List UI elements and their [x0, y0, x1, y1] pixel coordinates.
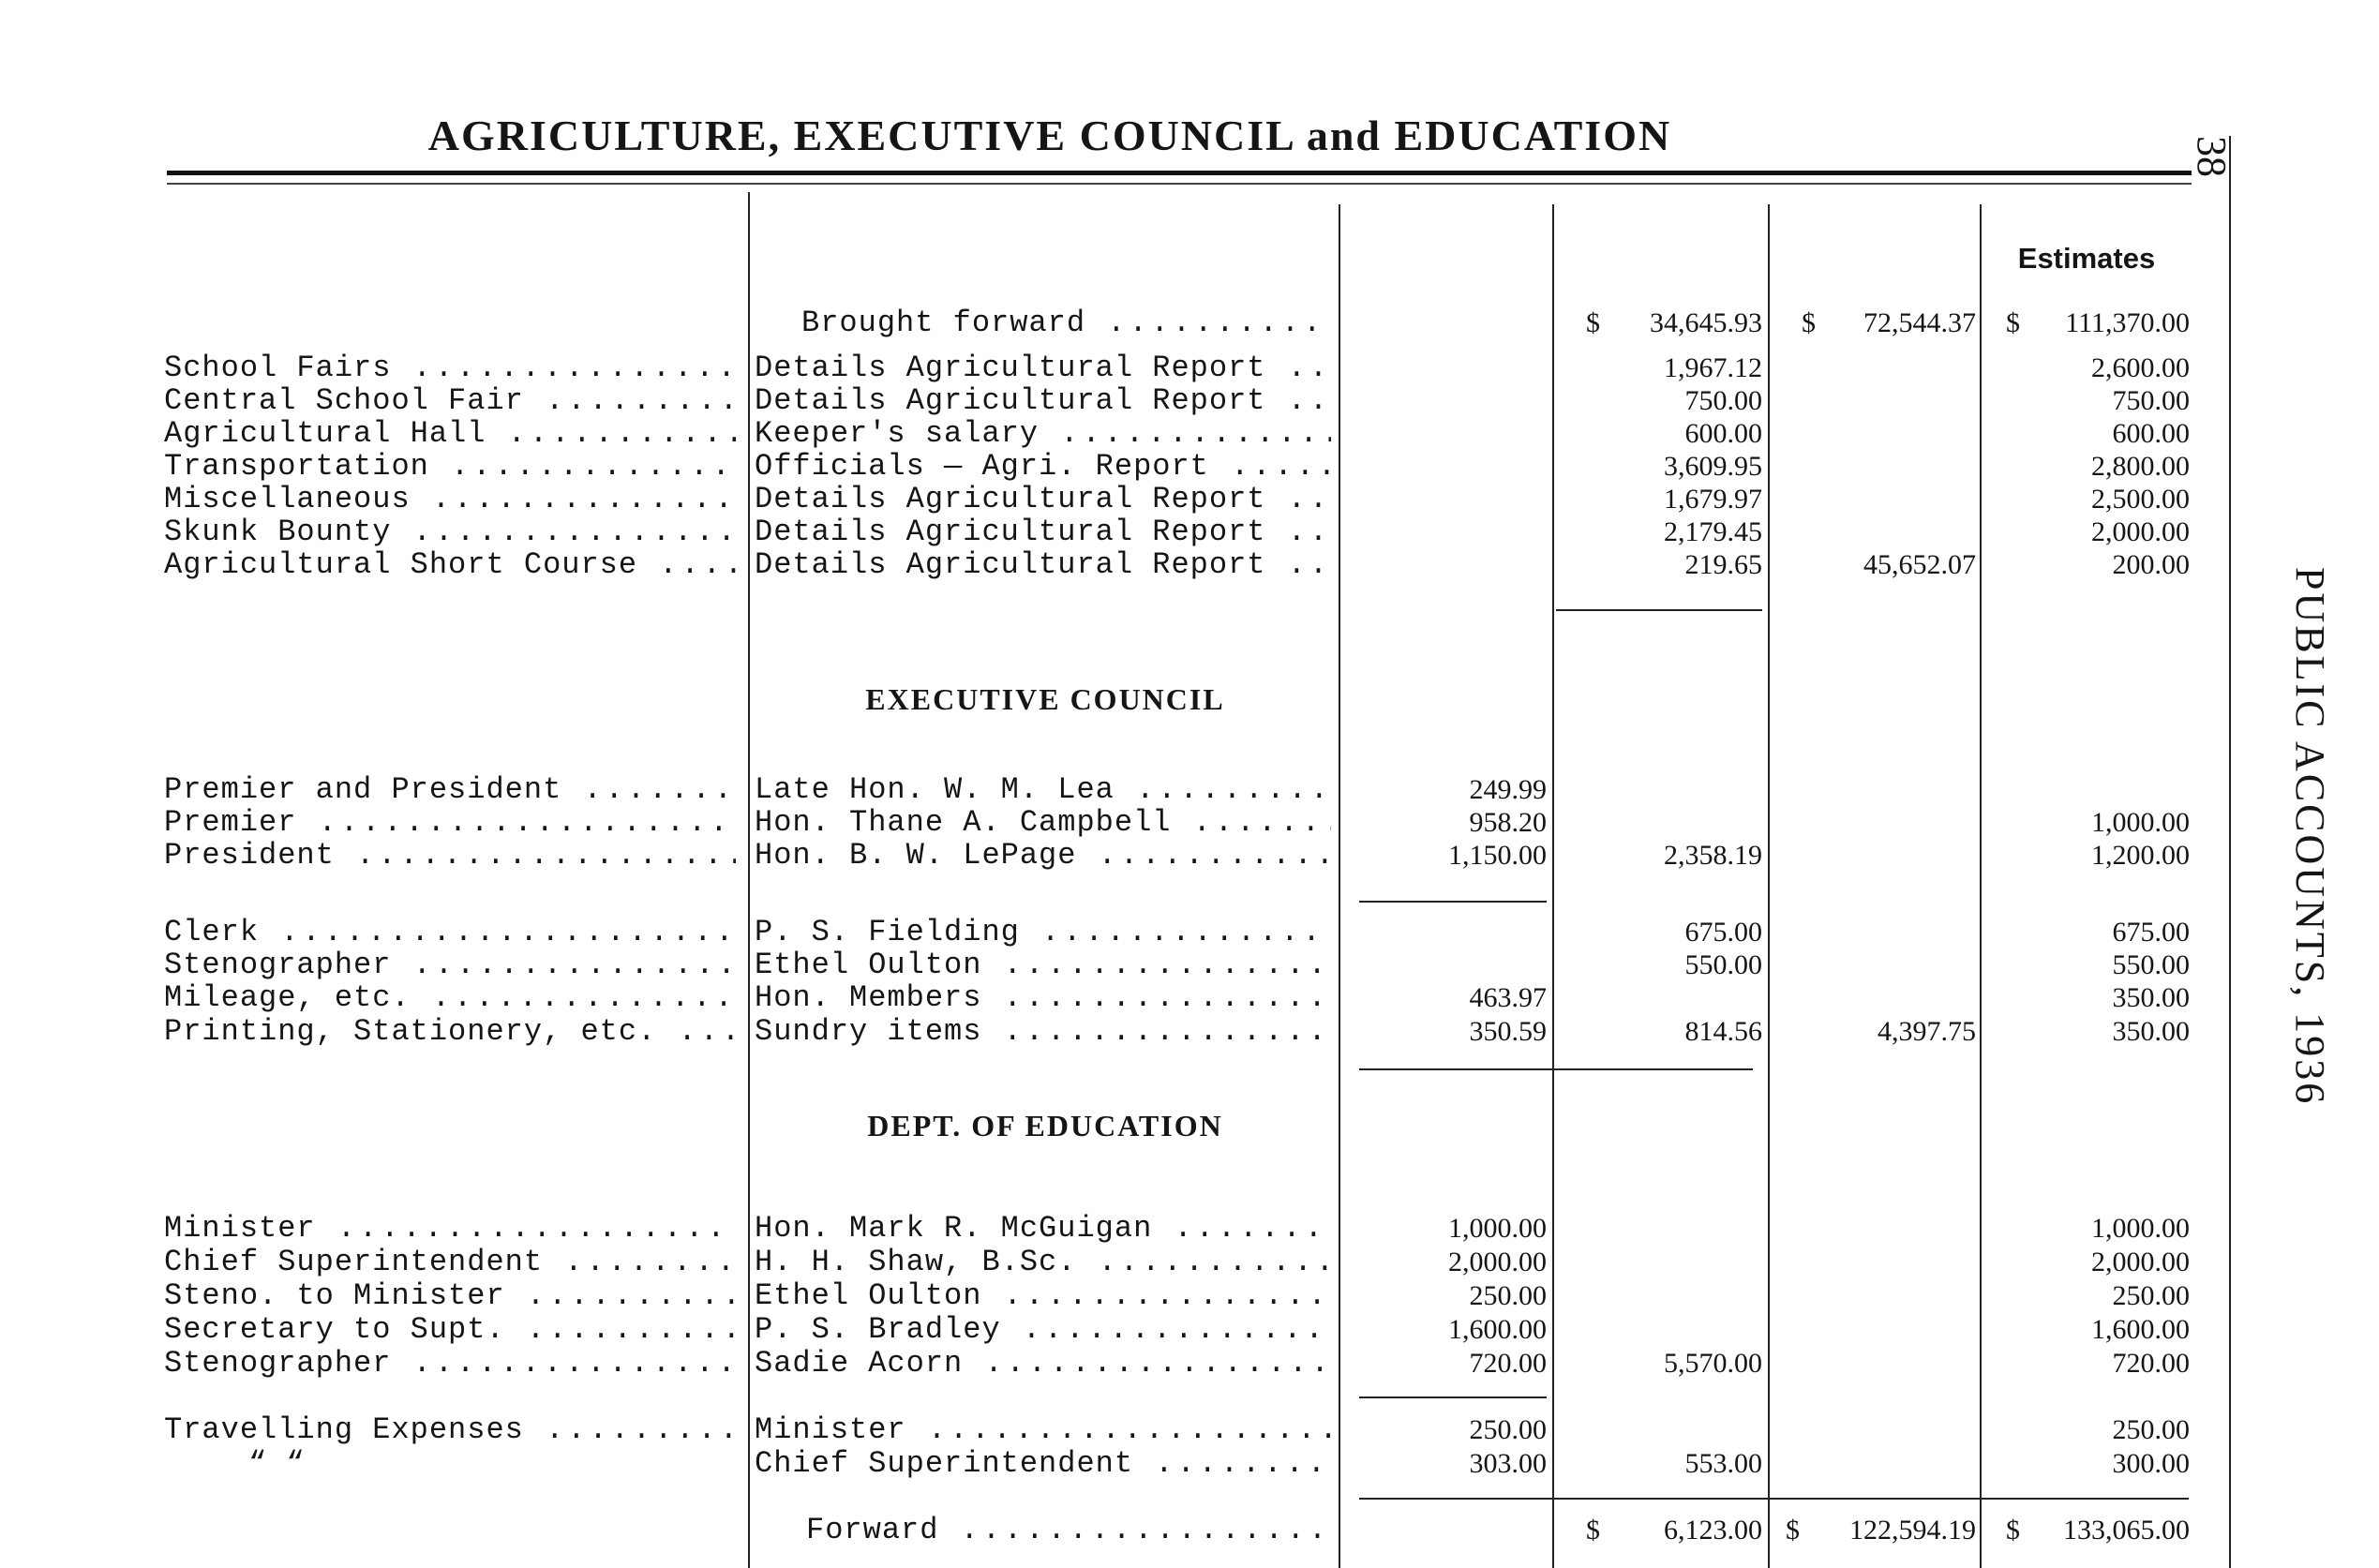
subtotal-rule: [1359, 1498, 2189, 1500]
amount-c2: 3,609.95: [1664, 451, 1762, 482]
item-label: Miscellaneous .....: [164, 483, 736, 516]
amount-estimate: 1,000.00: [2091, 807, 2190, 838]
amount-estimate: 1,000.00: [2091, 1213, 2190, 1244]
header-rule-thin: [167, 183, 2192, 185]
amount-c1: 1,600.00: [1448, 1314, 1547, 1345]
detail-label: Minister .....: [755, 1413, 1331, 1447]
item-label: Mileage, etc. .....: [164, 981, 736, 1015]
amount-c2: 750.00: [1684, 385, 1762, 416]
item-label: Stenographer .....: [164, 948, 736, 982]
amount-c1: 250.00: [1469, 1414, 1547, 1445]
detail-label: Details Agricultural Report .....: [755, 384, 1331, 418]
amount-estimate: 350.00: [2112, 982, 2190, 1013]
brought-forward-c3: 72,544.37: [1863, 307, 1976, 338]
forward-label: Forward .....: [755, 1514, 1331, 1547]
page-title: AGRICULTURE, EXECUTIVE COUNCIL and EDUCATION: [427, 112, 1672, 159]
brought-forward-label: Brought forward .....: [755, 306, 1331, 340]
amount-c3: 45,652.07: [1863, 549, 1976, 580]
amount-c1: 1,000.00: [1448, 1213, 1547, 1244]
table-row: [0, 1212, 2231, 1246]
amount-c2: 5,570.00: [1664, 1348, 1762, 1379]
dollar-sign: $: [1802, 307, 1816, 338]
amount-c2: 675.00: [1684, 917, 1762, 948]
item-label: Skunk Bounty .....: [164, 515, 736, 549]
amount-estimate: 2,600.00: [2091, 352, 2190, 383]
amount-estimate: 2,000.00: [2091, 516, 2190, 547]
detail-label: Sadie Acorn .....: [755, 1347, 1331, 1381]
detail-label: P. S. Bradley .....: [755, 1313, 1331, 1347]
forward-row: [0, 1514, 2231, 1547]
amount-estimate: 675.00: [2112, 917, 2190, 948]
item-label: Steno. to Minister .....: [164, 1279, 736, 1313]
table-row: [0, 483, 2231, 516]
item-label: School Fairs .....: [164, 351, 736, 385]
forward-c4: 133,065.00: [2063, 1515, 2190, 1546]
amount-c2: 2,358.19: [1664, 840, 1762, 871]
amount-estimate: 2,000.00: [2091, 1247, 2190, 1277]
amount-c1: 720.00: [1469, 1348, 1547, 1379]
table-row: [0, 1015, 2231, 1049]
table-row: [0, 515, 2231, 549]
item-label: Transportation .....: [164, 450, 736, 484]
item-label: Travelling Expenses .....: [164, 1413, 736, 1447]
amount-c1: 1,150.00: [1448, 840, 1547, 871]
detail-label: Ethel Oulton .....: [755, 1279, 1331, 1313]
detail-label: Hon. Thane A. Campbell .....: [755, 806, 1331, 840]
detail-label: Late Hon. W. M. Lea .....: [755, 773, 1331, 807]
item-label: Stenographer .....: [164, 1347, 736, 1381]
amount-estimate: 250.00: [2112, 1414, 2190, 1445]
table-row: [0, 417, 2231, 451]
table-row: [0, 1313, 2231, 1347]
subtotal-rule: [1359, 1396, 1547, 1398]
detail-label: Hon. B. W. LePage .....: [755, 839, 1331, 873]
amount-estimate: 200.00: [2112, 549, 2190, 580]
detail-label: Ethel Oulton .....: [755, 948, 1331, 982]
table-row: [0, 450, 2231, 484]
estimates-heading: Estimates: [2017, 242, 2156, 275]
amount-estimate: 720.00: [2112, 1348, 2190, 1379]
brought-forward-c2: 34,645.93: [1650, 307, 1762, 338]
amount-c2: 219.65: [1684, 549, 1762, 580]
amount-estimate: 600.00: [2112, 418, 2190, 449]
item-label: Printing, Stationery, etc. .....: [164, 1015, 736, 1049]
table-row: [0, 839, 2231, 873]
table-row: [0, 1347, 2231, 1381]
detail-label: Details Agricultural Report .....: [755, 483, 1331, 516]
detail-label: Chief Superintendent .....: [755, 1447, 1331, 1481]
dollar-sign: $: [1786, 1515, 1800, 1546]
item-label: Agricultural Short Course .....: [164, 548, 736, 582]
subtotal-rule: [1359, 1068, 1753, 1070]
amount-c1: 250.00: [1469, 1280, 1547, 1311]
table-row: [0, 1447, 2231, 1481]
item-label: Chief Superintendent .....: [164, 1246, 736, 1279]
table-row: [0, 916, 2231, 949]
table-row: [0, 548, 2231, 582]
amount-c2: 2,179.45: [1664, 516, 1762, 547]
amount-estimate: 250.00: [2112, 1280, 2190, 1311]
table-row: [0, 1279, 2231, 1313]
dollar-sign: $: [1586, 1515, 1600, 1546]
detail-label: Officials — Agri. Report .....: [755, 450, 1331, 484]
amount-c1: 350.59: [1469, 1016, 1547, 1047]
table-row: [0, 981, 2231, 1015]
amount-c3: 4,397.75: [1878, 1016, 1976, 1047]
ditto-marks: “ “: [248, 1447, 306, 1481]
table-row: [0, 351, 2231, 385]
item-label: Minister .....: [164, 1212, 736, 1246]
amount-c1: 2,000.00: [1448, 1247, 1547, 1277]
amount-c2: 1,967.12: [1664, 352, 1762, 383]
subtotal-rule: [1556, 609, 1762, 611]
running-head: PUBLIC ACCOUNTS, 1936: [2287, 567, 2333, 1107]
item-label: Central School Fair .....: [164, 384, 736, 418]
item-label: President .....: [164, 839, 736, 873]
amount-estimate: 300.00: [2112, 1448, 2190, 1479]
amount-c1: 249.99: [1469, 774, 1547, 805]
detail-label: P. S. Fielding .....: [755, 916, 1331, 949]
brought-forward-c4: 111,370.00: [2065, 307, 2190, 338]
section-heading-education: DEPT. OF EDUCATION: [867, 1109, 1223, 1142]
amount-estimate: 1,600.00: [2091, 1314, 2190, 1345]
dollar-sign: $: [1586, 307, 1600, 338]
table-row: [0, 806, 2231, 840]
forward-c3: 122,594.19: [1849, 1515, 1976, 1546]
amount-c2: 553.00: [1684, 1448, 1762, 1479]
amount-estimate: 550.00: [2112, 949, 2190, 980]
item-label: Premier and President .....: [164, 773, 736, 807]
amount-c1: 958.20: [1469, 807, 1547, 838]
amount-estimate: 2,500.00: [2091, 484, 2190, 515]
page-number: 38: [2189, 136, 2235, 177]
amount-c1: 463.97: [1469, 982, 1547, 1013]
table-row: [0, 773, 2231, 807]
amount-c2: 600.00: [1684, 418, 1762, 449]
table-row: [0, 1413, 2231, 1447]
amount-c2: 1,679.97: [1664, 484, 1762, 515]
table-row: [0, 948, 2231, 982]
section-heading-executive-council: EXECUTIVE COUNCIL: [865, 682, 1225, 716]
amount-estimate: 750.00: [2112, 385, 2190, 416]
amount-estimate: 2,800.00: [2091, 451, 2190, 482]
subtotal-rule: [1359, 901, 1547, 903]
amount-c2: 550.00: [1684, 949, 1762, 980]
header-rule-thick: [167, 171, 2192, 175]
forward-c2: 6,123.00: [1664, 1515, 1762, 1546]
detail-label: Sundry items .....: [755, 1015, 1331, 1049]
amount-estimate: 350.00: [2112, 1016, 2190, 1047]
detail-label: Details Agricultural Report .....: [755, 548, 1331, 582]
detail-label: Details Agricultural Report .....: [755, 351, 1331, 385]
dollar-sign: $: [2006, 1515, 2020, 1546]
detail-label: H. H. Shaw, B.Sc. .....: [755, 1246, 1331, 1279]
detail-label: Keeper's salary .....: [755, 417, 1331, 451]
amount-c2: 814.56: [1684, 1016, 1762, 1047]
amount-c1: 303.00: [1469, 1448, 1547, 1479]
item-label: Premier .....: [164, 806, 736, 840]
item-label: Clerk .....: [164, 916, 736, 949]
item-label: Secretary to Supt. .....: [164, 1313, 736, 1347]
brought-forward-row: [0, 306, 2231, 340]
item-label: Agricultural Hall .....: [164, 417, 736, 451]
table-row: [0, 1246, 2231, 1279]
dollar-sign: $: [2006, 307, 2020, 338]
amount-estimate: 1,200.00: [2091, 840, 2190, 871]
detail-label: Hon. Members .....: [755, 981, 1331, 1015]
table-row: [0, 384, 2231, 418]
detail-label: Hon. Mark R. McGuigan .....: [755, 1212, 1331, 1246]
detail-label: Details Agricultural Report .....: [755, 515, 1331, 549]
